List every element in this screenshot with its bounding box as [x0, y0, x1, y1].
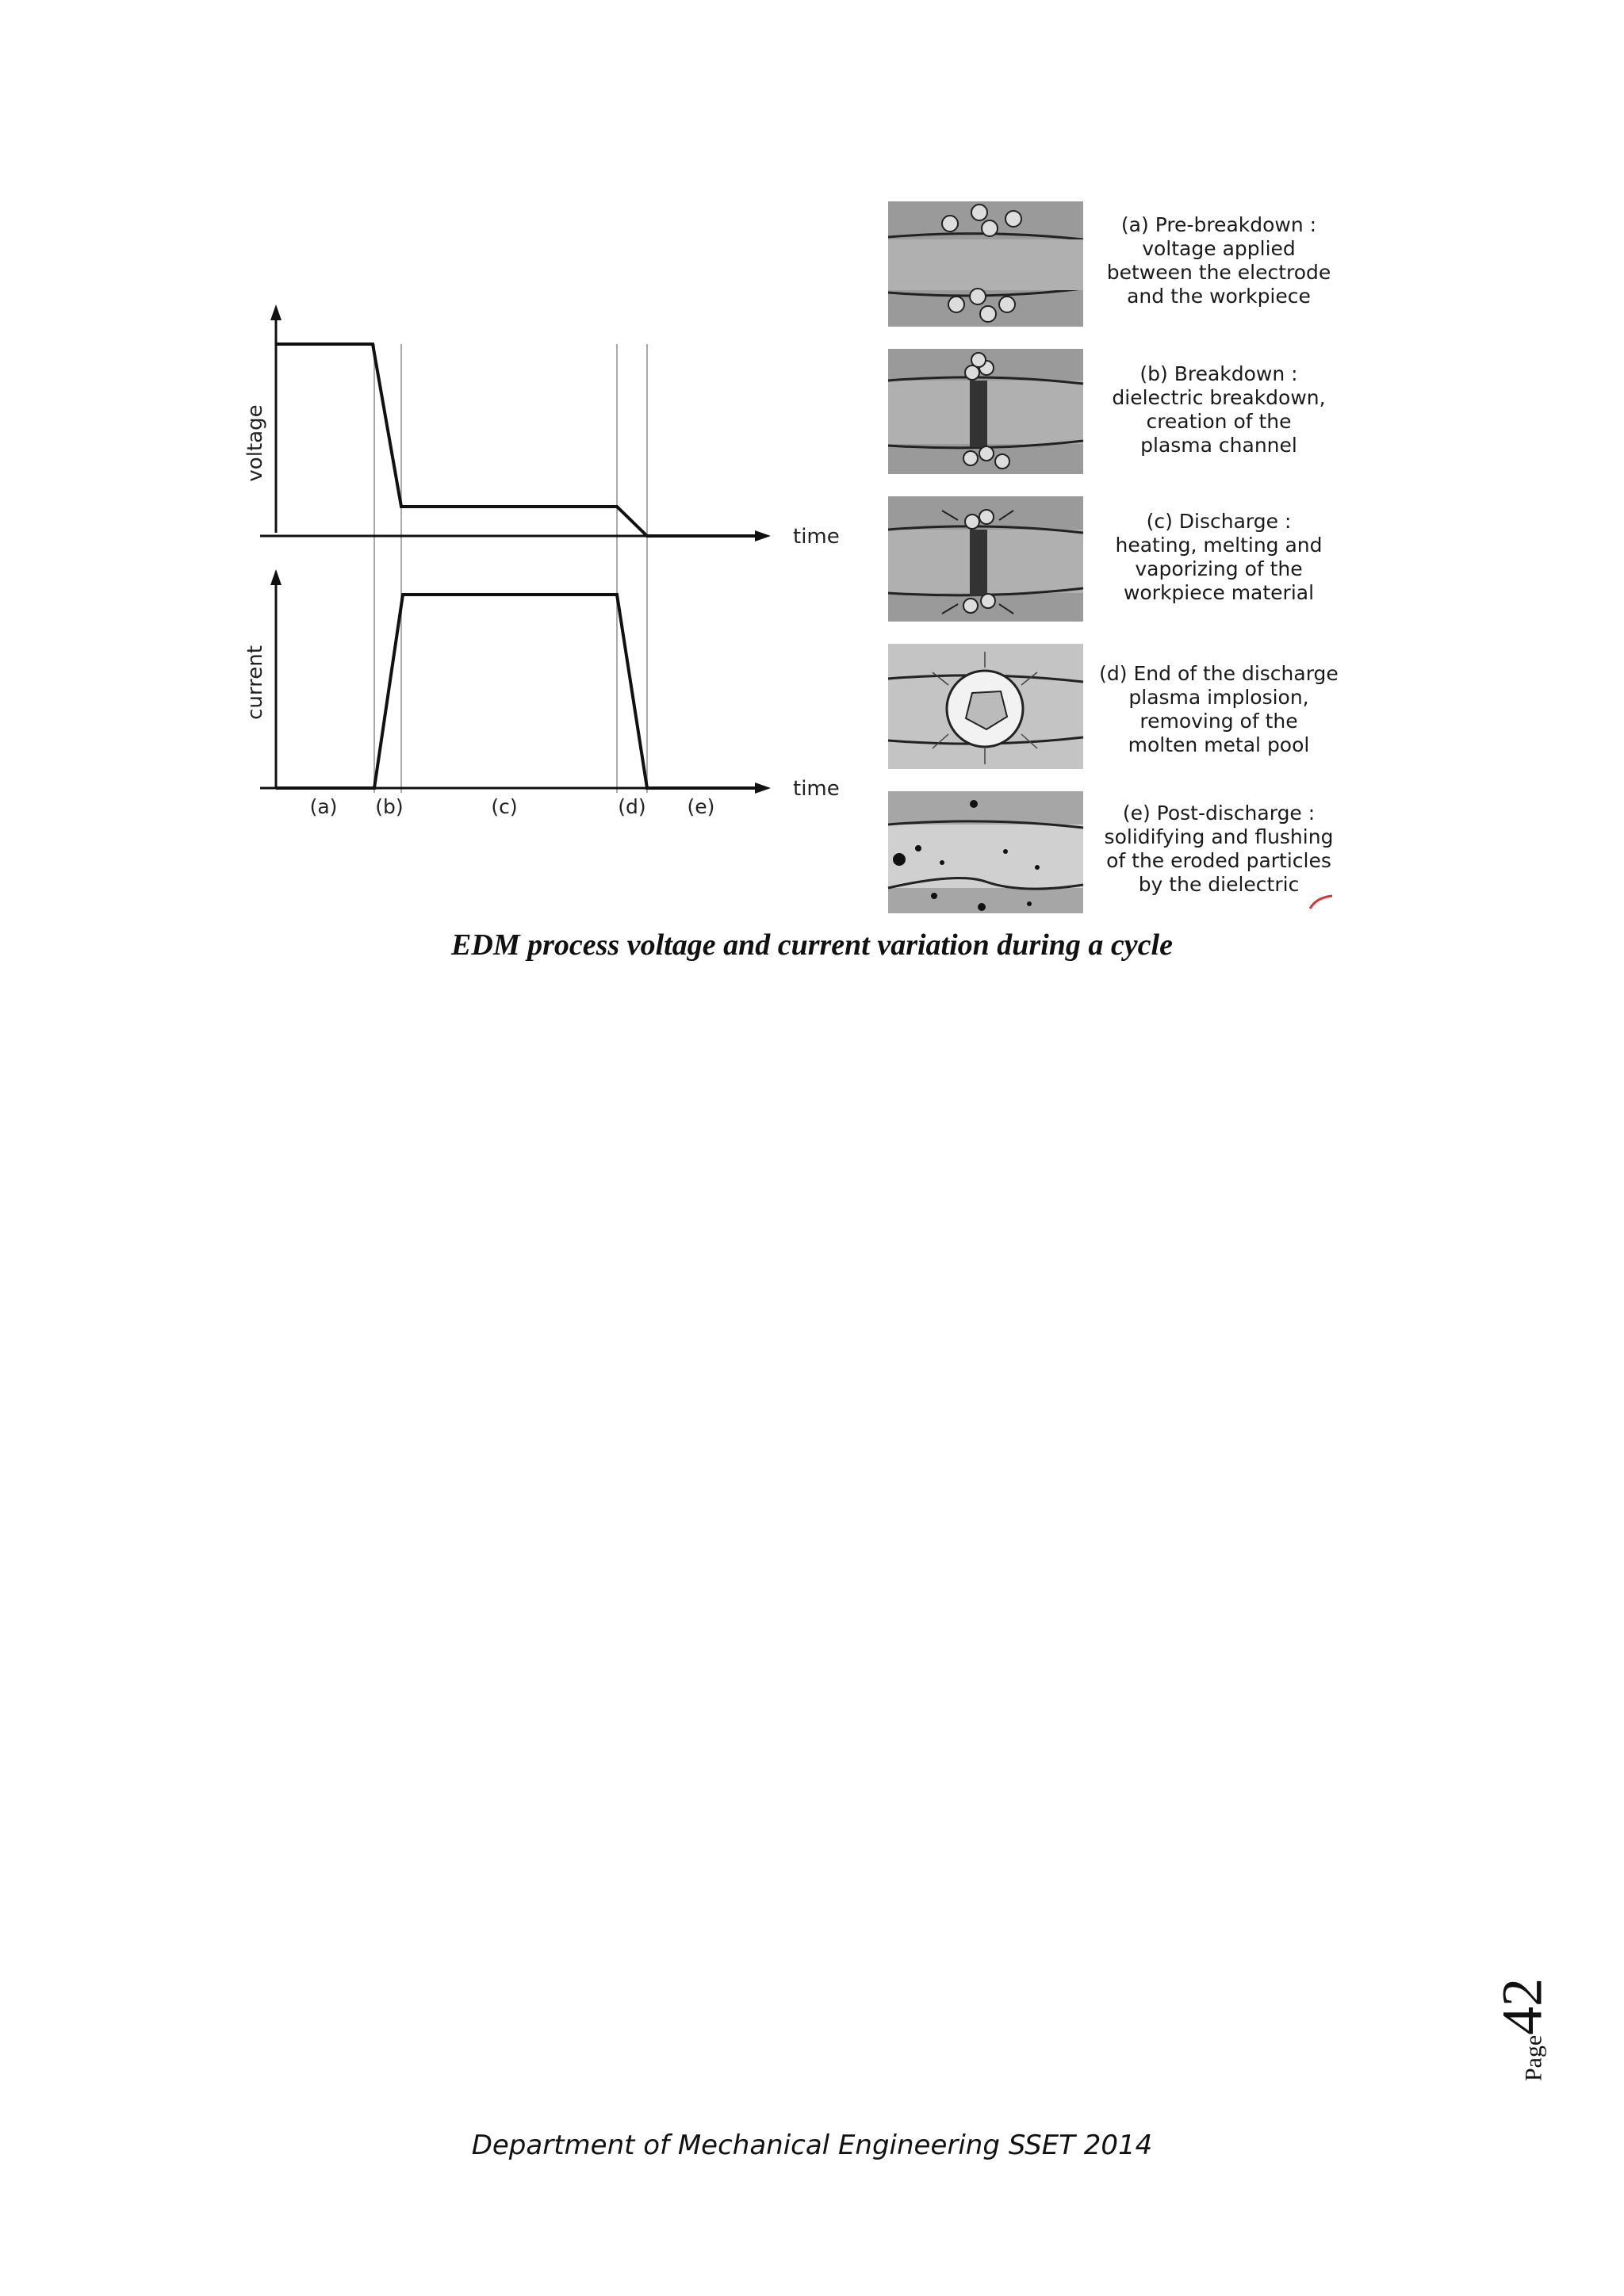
current-axis-arrow: [270, 569, 282, 585]
svg-text:molten metal pool: molten metal pool: [1128, 733, 1310, 756]
stage-e-illustration: [888, 791, 1083, 913]
svg-text:(a) Pre-breakdown :: (a) Pre-breakdown :: [1120, 213, 1317, 236]
phase-label-c: (c): [491, 795, 518, 818]
voltage-axis-label: voltage: [243, 404, 267, 482]
stage-a-text: [1107, 213, 1331, 308]
svg-text:dielectric breakdown,: dielectric breakdown,: [1112, 386, 1326, 409]
svg-text:voltage applied: voltage applied: [1142, 237, 1296, 260]
svg-text:of the eroded particles: of the eroded particles: [1106, 849, 1331, 872]
svg-text:(c) Discharge :: (c) Discharge :: [1146, 510, 1292, 533]
stage-e-text: [1105, 802, 1334, 896]
stage-d-illustration: [888, 644, 1083, 769]
page-number: [1491, 1958, 1554, 2101]
time-label-top: time: [793, 525, 840, 549]
time-label-bottom: time: [793, 777, 840, 801]
svg-text:plasma implosion,: plasma implosion,: [1128, 686, 1309, 709]
figure-caption: EDM process voltage and current variation during a cycle: [451, 928, 1173, 962]
svg-text:removing of the: removing of the: [1139, 710, 1298, 733]
svg-text:heating, melting and: heating, melting and: [1115, 534, 1323, 557]
edm-figure: [197, 193, 1354, 923]
edm-diagram: [197, 193, 1354, 923]
page-footer: Department of Mechanical Engineering SSET 2014: [471, 2130, 1153, 2161]
svg-text:and the workpiece: and the workpiece: [1127, 285, 1311, 308]
svg-text:solidifying and flushing: solidifying and flushing: [1104, 825, 1334, 848]
voltage-trace: [276, 344, 760, 536]
stage-a-illustration: [888, 201, 1083, 327]
svg-text:(d) End of the discharge: (d) End of the discharge: [1099, 662, 1339, 685]
stage-b-text: [1112, 362, 1325, 457]
red-pen-mark: [1310, 896, 1332, 909]
svg-text:workpiece material: workpiece material: [1123, 581, 1315, 604]
svg-text:(b) Breakdown :: (b) Breakdown :: [1139, 362, 1298, 385]
svg-text:creation of the: creation of the: [1146, 410, 1292, 433]
phase-label-d: (d): [618, 795, 646, 818]
stage-b-illustration: [888, 349, 1083, 474]
svg-text:between the electrode: between the electrode: [1106, 261, 1331, 284]
phase-label-e: (e): [687, 795, 715, 818]
page-word: Page: [1520, 2034, 1547, 2082]
voltage-axis-arrow: [270, 304, 282, 320]
page-number-value: 42: [1490, 1977, 1554, 2035]
current-axis-label: current: [243, 645, 267, 720]
current-trace: [276, 595, 760, 788]
stage-c-illustration: [888, 496, 1083, 622]
stage-c-text: [1115, 510, 1322, 604]
waveform-plot: [260, 304, 771, 794]
phase-label-a: (a): [309, 795, 338, 818]
stage-d-text: [1099, 662, 1339, 756]
svg-text:(e) Post-discharge :: (e) Post-discharge :: [1122, 802, 1316, 825]
svg-text:vaporizing of the: vaporizing of the: [1135, 557, 1303, 580]
svg-text:by the dielectric: by the dielectric: [1138, 873, 1300, 896]
phase-label-b: (b): [375, 795, 404, 818]
svg-text:plasma channel: plasma channel: [1140, 434, 1297, 457]
